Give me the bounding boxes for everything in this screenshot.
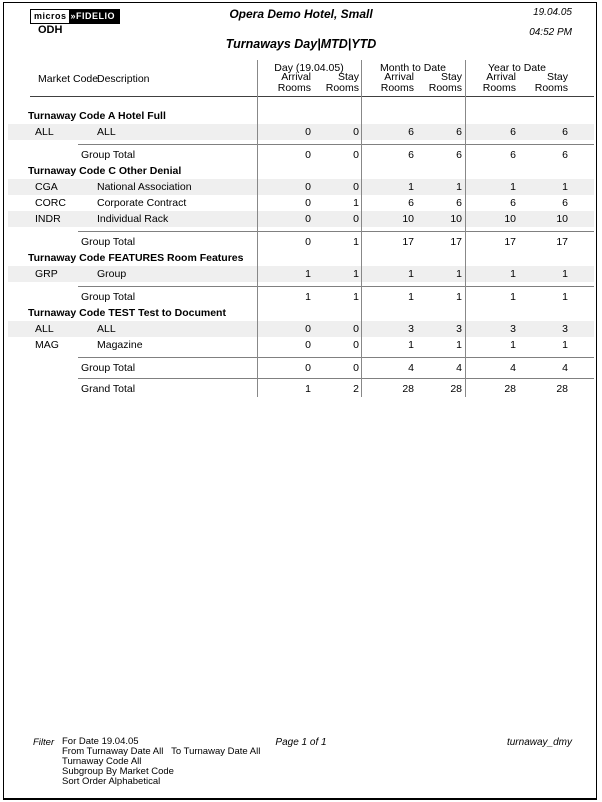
value-cell: 0 xyxy=(353,339,359,351)
market-code-cell: GRP xyxy=(35,268,58,280)
description-cell: Magazine xyxy=(97,339,143,351)
filter-line: From Turnaway Date All To Turnaway Date All xyxy=(62,746,261,757)
group-total-row xyxy=(3,360,597,376)
value-cell: 1 xyxy=(456,291,462,303)
value-cell: 0 xyxy=(305,149,311,161)
value-cell: 0 xyxy=(353,149,359,161)
group-total-label: Group Total xyxy=(81,362,136,374)
column-group-ytd: Year to Date xyxy=(488,62,546,74)
value-cell: 17 xyxy=(556,236,568,248)
value-cell: 1 xyxy=(456,339,462,351)
section-title: Turnaway Code FEATURES Room Features xyxy=(28,252,244,264)
value-cell: 10 xyxy=(556,213,568,225)
filter-line: Sort Order Alphabetical xyxy=(62,776,161,787)
description-cell: Individual Rack xyxy=(97,213,169,225)
value-cell: 1 xyxy=(408,268,414,280)
value-cell: 0 xyxy=(353,213,359,225)
value-cell: 6 xyxy=(456,197,462,209)
column-header-ytd-stay-rooms: Stay Rooms xyxy=(534,71,568,94)
value-cell: 0 xyxy=(353,362,359,374)
logo-arrow-icon: » xyxy=(70,11,77,21)
column-header-ytd-arrival-rooms: Arrival Rooms xyxy=(482,71,516,94)
rule-line xyxy=(78,286,594,287)
group-total-row xyxy=(3,289,597,305)
description-cell: ALL xyxy=(97,323,116,335)
value-cell: 6 xyxy=(408,149,414,161)
value-cell: 28 xyxy=(402,383,414,395)
market-row xyxy=(3,321,597,337)
value-cell: 0 xyxy=(305,323,311,335)
section-title-row xyxy=(3,108,597,124)
grand-total-label: Grand Total xyxy=(81,383,136,395)
filter-line: For Date 19.04.05 xyxy=(62,736,139,747)
value-cell: 6 xyxy=(408,126,414,138)
value-cell: 6 xyxy=(456,149,462,161)
header-underline xyxy=(30,96,594,97)
description-cell: Corporate Contract xyxy=(97,197,187,209)
value-cell: 1 xyxy=(562,291,568,303)
total-rule-row xyxy=(3,282,597,289)
value-cell: 0 xyxy=(305,362,311,374)
column-header-mtd-arrival-rooms: Arrival Rooms xyxy=(380,71,414,94)
column-header-mtd-stay-rooms: Stay Rooms xyxy=(428,71,462,94)
market-row xyxy=(3,266,597,282)
value-cell: 6 xyxy=(562,126,568,138)
market-code-cell: ALL xyxy=(35,126,54,138)
column-group-day: Day (19.04.05) xyxy=(274,62,344,74)
value-cell: 1 xyxy=(305,383,311,395)
value-cell: 0 xyxy=(305,197,311,209)
value-cell: 1 xyxy=(408,339,414,351)
filter-label: Filter xyxy=(33,737,55,748)
group-total-label: Group Total xyxy=(81,149,136,161)
market-row xyxy=(3,337,597,353)
value-cell: 10 xyxy=(402,213,414,225)
value-cell: 1 xyxy=(510,291,516,303)
value-cell: 3 xyxy=(408,323,414,335)
value-cell: 6 xyxy=(510,197,516,209)
table-header xyxy=(3,60,597,98)
value-cell: 6 xyxy=(510,126,516,138)
group-total-row xyxy=(3,147,597,163)
value-cell: 1 xyxy=(408,291,414,303)
value-cell: 10 xyxy=(504,213,516,225)
value-cell: 1 xyxy=(353,291,359,303)
value-cell: 0 xyxy=(353,323,359,335)
value-cell: 1 xyxy=(305,291,311,303)
value-cell: 1 xyxy=(305,268,311,280)
rule-line xyxy=(78,231,594,232)
total-rule-row xyxy=(3,140,597,147)
section-title: Turnaway Code C Other Denial xyxy=(28,165,182,177)
column-divider-mtd xyxy=(361,60,362,397)
value-cell: 6 xyxy=(562,149,568,161)
turnaways-table xyxy=(3,60,597,397)
value-cell: 0 xyxy=(353,181,359,193)
value-cell: 0 xyxy=(305,236,311,248)
description-cell: National Association xyxy=(97,181,192,193)
value-cell: 0 xyxy=(305,339,311,351)
column-header-day-stay-rooms: Stay Rooms xyxy=(325,71,359,94)
market-code-cell: ALL xyxy=(35,323,54,335)
market-code-cell: INDR xyxy=(35,213,61,225)
value-cell: 4 xyxy=(562,362,568,374)
property-code: ODH xyxy=(38,24,63,36)
description-cell: ALL xyxy=(97,126,116,138)
market-row xyxy=(3,211,597,227)
value-cell: 1 xyxy=(353,268,359,280)
section-title: Turnaway Code TEST Test to Document xyxy=(28,307,226,319)
value-cell: 6 xyxy=(408,197,414,209)
value-cell: 1 xyxy=(510,339,516,351)
section-title-row xyxy=(3,305,597,321)
value-cell: 1 xyxy=(353,236,359,248)
group-total-row xyxy=(3,234,597,250)
value-cell: 2 xyxy=(353,383,359,395)
value-cell: 3 xyxy=(510,323,516,335)
value-cell: 1 xyxy=(510,181,516,193)
rule-line xyxy=(78,144,594,145)
value-cell: 1 xyxy=(456,181,462,193)
report-date: 19.04.05 xyxy=(533,7,572,18)
value-cell: 6 xyxy=(510,149,516,161)
value-cell: 28 xyxy=(504,383,516,395)
filter-line: Subgroup By Market Code xyxy=(62,766,174,777)
value-cell: 0 xyxy=(305,213,311,225)
value-cell: 0 xyxy=(353,126,359,138)
value-cell: 4 xyxy=(408,362,414,374)
report-file-name: turnaway_dmy xyxy=(506,737,572,748)
group-total-label: Group Total xyxy=(81,236,136,248)
value-cell: 3 xyxy=(562,323,568,335)
table-rows xyxy=(3,98,597,397)
value-cell: 6 xyxy=(562,197,568,209)
value-cell: 0 xyxy=(305,126,311,138)
hotel-name: Opera Demo Hotel, Small xyxy=(229,7,373,21)
market-row xyxy=(3,195,597,211)
market-row xyxy=(3,179,597,195)
market-code-cell: MAG xyxy=(35,339,59,351)
value-cell: 4 xyxy=(456,362,462,374)
total-rule-row xyxy=(3,227,597,234)
column-header-day-arrival-rooms: Arrival Rooms xyxy=(277,71,311,94)
value-cell: 1 xyxy=(562,339,568,351)
value-cell: 17 xyxy=(504,236,516,248)
section-title: Turnaway Code A Hotel Full xyxy=(28,110,166,122)
value-cell: 6 xyxy=(456,126,462,138)
value-cell: 1 xyxy=(408,181,414,193)
value-cell: 1 xyxy=(353,197,359,209)
value-cell: 28 xyxy=(450,383,462,395)
value-cell: 17 xyxy=(402,236,414,248)
value-cell: 3 xyxy=(456,323,462,335)
rule-line xyxy=(78,357,594,358)
logo-fidelio-label: FIDELIO xyxy=(76,11,116,21)
value-cell: 1 xyxy=(456,268,462,280)
logo-micros-text: micros xyxy=(31,10,69,23)
value-cell: 1 xyxy=(562,181,568,193)
market-code-cell: CGA xyxy=(35,181,58,193)
section-title-row xyxy=(3,163,597,179)
column-group-mtd: Month to Date xyxy=(380,62,446,74)
section-title-row xyxy=(3,250,597,266)
rule-line xyxy=(78,378,594,379)
page-number: Page 1 of 1 xyxy=(275,737,327,748)
value-cell: 10 xyxy=(450,213,462,225)
report-time: 04:52 PM xyxy=(529,27,572,38)
market-code-cell: CORC xyxy=(35,197,66,209)
value-cell: 4 xyxy=(510,362,516,374)
value-cell: 0 xyxy=(305,181,311,193)
value-cell: 17 xyxy=(450,236,462,248)
report-title: Turnaways Day|MTD|YTD xyxy=(225,37,377,51)
column-divider-ytd xyxy=(465,60,466,397)
filter-line: Turnaway Code All xyxy=(62,756,142,767)
description-cell: Group xyxy=(97,268,127,280)
group-total-label: Group Total xyxy=(81,291,136,303)
value-cell: 28 xyxy=(556,383,568,395)
value-cell: 1 xyxy=(562,268,568,280)
column-header-market-code: Market Code xyxy=(38,73,99,85)
grand-total-row xyxy=(3,381,597,397)
market-row xyxy=(3,124,597,140)
total-rule-row xyxy=(3,353,597,360)
column-divider-day xyxy=(257,60,258,397)
value-cell: 1 xyxy=(510,268,516,280)
column-header-description: Description xyxy=(97,73,150,85)
